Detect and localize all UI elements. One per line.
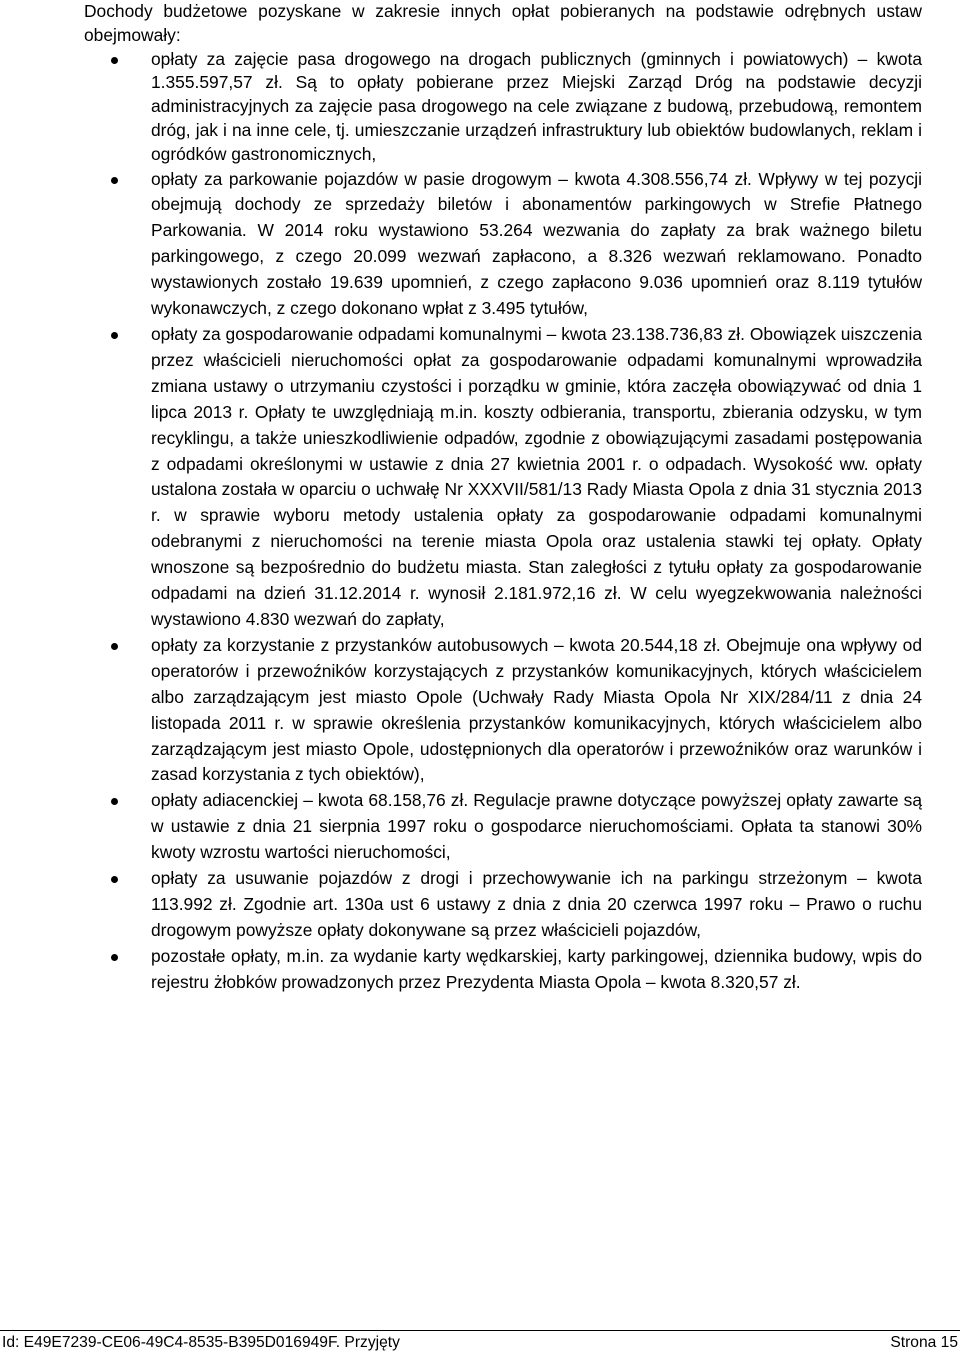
list-item-vehicle-removal-fees: opłaty za usuwanie pojazdów z drogi i przechowywanie ich na parkingu strzeżonym – kwota 113.992 zł. Zgodnie art. 130a ust 6 ustawy z dnia z dnia 20 czerwca 1997 roku – Prawo o ruchu drogowym powyższe opłaty dokonywane są przez właścicieli pojazdów, — [151, 866, 922, 944]
list-item-parking-fees: opłaty za parkowanie pojazdów w pasie drogowym – kwota 4.308.556,74 zł. Wpływy w tej pozycji obejmują dochody ze sprzedaży biletów i abonamentów parkingowych w Strefie Płatnego Parkowania. W 2014 roku wystawiono 53.264 wezwania do zapłaty za brak ważnego biletu parkingowego, z czego 20.099 wezwań zapłacono, a 8.326 wezwań reklamowano. Ponadto wystawionych zostało 19.639 upomnień, z czego zapłacono 9.036 upomnień oraz 8.119 tytułów wykonawczych, z czego dokonano wpłat z 3.495 tytułów, — [151, 167, 922, 322]
list-item-adjacency-fees: opłaty adiacenckiej – kwota 68.158,76 zł. Regulacje prawne dotyczące powyższej opłaty zawarte są w ustawie z dnia 21 sierpnia 1997 roku o gospodarce nieruchomościami. Opłata ta stanowi 30% kwoty wzrostu wartości nieruchomości, — [151, 788, 922, 866]
page-number: Strona 15 — [890, 1334, 958, 1351]
list-item-road-lane-fees: opłaty za zajęcie pasa drogowego na drogach publicznych (gminnych i powiatowych) – kwota 1.355.597,57 zł. Są to opłaty pobierane przez Miejski Zarząd Dróg na podstawie decyzji administracyjnych za zajęcie pasa drogowego na cele związane z budową, przebudową, remontem dróg, jak i na inne cele, tj. umieszczanie urządzeń infrastruktury lub obiektów budowlanych, reklam i ogródków gastronomicznych, — [151, 48, 922, 167]
document-id: Id: E49E7239-CE06-49C4-8535-B395D016949F. Przyjęty — [2, 1334, 400, 1351]
intro-paragraph: Dochody budżetowe pozyskane w zakresie innych opłat pobieranych na podstawie odrębnych ustaw obejmowały: — [84, 1, 922, 45]
list-item-waste-fees: opłaty za gospodarowanie odpadami komunalnymi – kwota 23.138.736,83 zł. Obowiązek uiszczenia przez właścicieli nieruchomości opłat za gospodarowanie odpadami komunalnymi wprowadziła zmiana ustawy o utrzymaniu czystości i porządku w gminie, która zaczęła obowiązywać od dnia 1 lipca 2013 r. Opłaty te uwzględniają m.in. koszty odbierania, transportu, zbierania odzysku, w tym recyklingu, a także unieszkodliwienie odpadów, zgodnie z obowiązującymi zasadami postępowania z odpadami określonymi w ustawie z dnia 27 kwietnia 2001 r. o odpadach. Wysokość ww. opłaty ustalona została w oparciu o uchwałę Nr XXXVII/581/13 Rady Miasta Opola z dnia 31 stycznia 2013 r. w sprawie wyboru metody ustalenia opłaty za gospodarowanie odpadami komunalnymi odebranymi z nieruchomości na terenie miasta Opola oraz ustalenia stawki tej opłaty. Opłaty wnoszone są bezpośrednio do budżetu miasta. Stan zaległości z tytułu opłaty za gospodarowanie odpadami na dzień 31.12.2014 r. wynosił 2.181.972,16 zł. W celu wyegzekwowania należności wystawiono 4.830 wezwań do zapłaty, — [151, 322, 922, 633]
document-body — [84, 0, 922, 996]
page-footer — [0, 1330, 960, 1353]
list-item-other-fees: pozostałe opłaty, m.in. za wydanie karty wędkarskiej, karty parkingowej, dziennika budowy, wpis do rejestru żłobków prowadzonych przez Prezydenta Miasta Opola – kwota 8.320,57 zł. — [151, 944, 922, 996]
fees-list — [84, 48, 922, 996]
list-item-bus-stop-fees: opłaty za korzystanie z przystanków autobusowych – kwota 20.544,18 zł. Obejmuje ona wpływy od operatorów i przewoźników korzystających z przystanków komunikacyjnych, których właścicielem albo zarządzającym jest miasto Opole (Uchwały Rady Miasta Opola Nr XIX/284/11 z dnia 24 listopada 2011 r. w sprawie określenia przystanków komunikacyjnych, których właścicielem albo zarządzającym jest miasto Opole, udostępnionych dla operatorów i przewoźników oraz warunków i zasad korzystania z tych obiektów), — [151, 633, 922, 788]
